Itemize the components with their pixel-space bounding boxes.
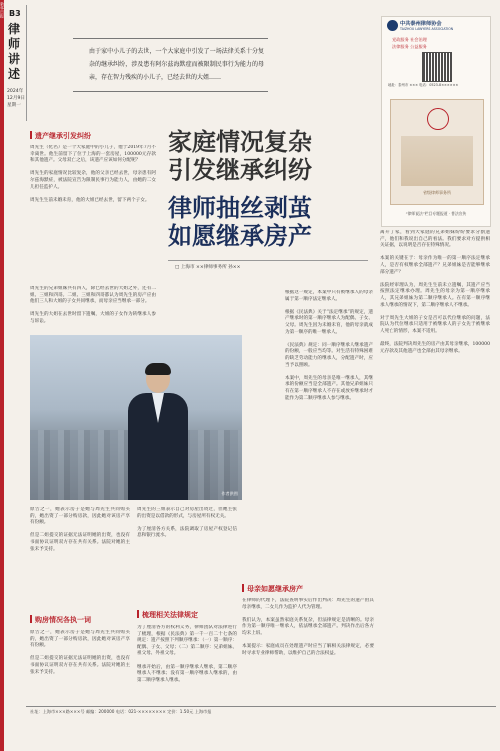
intro-text: 由于家中小儿子的去世，一个大家庭中引发了一场法律关系十分复杂的继承纠纷，涉及患有阿尔兹海默症而被限制民事行为能力的母亲，存在智力残疾的小儿子，已经去世的大姐…… [89, 48, 264, 81]
footer-divider [26, 706, 496, 707]
article-col-6: 在律师的代理下，法院查明事实后作出判决：周先生的遗产由其母亲继承，二女儿作为监护人代为管理。 我们认为，本案虽然家庭关系复杂，但法律规定是清晰的。母亲作为第一顺序唯一继承人，依法继承全部遗产。判决作出后各方均未上诉。 本案提示：家庭成员在处理遗产时应当了解相关法律规定，必要时寻求专业律师帮助，以维护自己的合法权益。 [242, 598, 374, 656]
ad-org-name: 中共泰州律师协会 [400, 21, 442, 27]
section-3-heading: 梳理相关法律规定 [142, 611, 198, 619]
article-col-5: 为了厘清各方的权利义务，律师团队对法律进行了梳理，根据《民法典》第一千一百二十七条的规定：遗产按照下列顺序继承：（一）第一顺序：配偶、子女、父母；（二）第二顺序：兄弟姐妹、祖父母、外祖父母。 继承开始后，由第一顺序继承人继承，第二顺序继承人不继承；没有第一顺序继承人继承的，由第二顺序继承人继承。 [137, 625, 237, 683]
headline-line-2: 引发继承纠纷 [168, 155, 312, 184]
ad-note: “律师说法”栏目专题报道 · 普法宣传 [405, 211, 467, 216]
lawyer-figure [128, 365, 188, 500]
section-1-marker [30, 131, 32, 139]
headline-line-1: 家庭情况复杂 [168, 127, 312, 156]
photo-caption: 作者供图 [221, 491, 238, 496]
section-title [8, 22, 22, 82]
section-3-marker [137, 610, 139, 618]
section-title-char-3: 讲 [8, 52, 21, 66]
intro-box [73, 38, 268, 92]
article-col-4b: 周先生的三姐表示自己对房屋出资过，但她主张的出资是以借款的形式，与房屋所有权无关。 为了厘清各方关系，法院调取了房屋产权登记信息和银行流水。 [137, 507, 237, 539]
article-col-3: 离开了家，看到大家庭的兄弟姐妹纷纷要求分割遗产，他们和我说出自己的看法。我们要求对方提供相关证据，以说明是否存在特殊情况。 本案的关键在于：母亲作为唯一的第一顺序法定继承人，是否有权继承全部遗产？兄弟姐妹是否能够继承部分遗产？ 法院经审理认为，周先生生前未立遗嘱，其遗产应当按照法定继承办理。周先生的母亲为第一顺序继承人，其兄弟姐妹为第二顺序继承人。在有第一顺序继承人继承的情况下，第二顺序继承人不继承。 对于周先生大姐的子女是否可以代位继承的问题，法院认为代位继承只适用于被继承人的子女先于被继承人死亡的情形，本案不适用。 最终，法院判决周先生的房产由其母亲继承，100000元存款及其他遗产也全部由其母亲继承。 [380, 230, 490, 354]
ad-bottom-label: 省级律师事务所 [423, 190, 451, 195]
article-col-4a: 原告之一，她表示房子是她与周先生共同购买的，她出资了一部分购房款，因此她对该房产享有份额。 但是二姐提交的证据无法证明她的出资，也没有书面协议证明双方存在共有关系。法院对她的主张未予支持。 [30, 507, 130, 552]
ad-slogan-1: 党政服务 社会治理 [392, 37, 427, 42]
article-col-1a: 周先生（化名）是一个大家庭中的小儿子，他于2019年7月不幸离世。他生前留下了位于上海的一套房屋，100000元存款和其他遗产。父母双亡之后，该遗产应该如何分配呢？ 周先生的家庭情况比较复杂，他的父亲已经去世，母亲患有阿尔兹海默症，被法院宣告为限制民事行为能力人，由她的二女儿担任监护人。 周先生生前未婚未育，他的大姐已经去世，留下两个子女。 [30, 145, 156, 203]
ad-address: 地址：泰州市 ××× 电话：0523-8×××××× [388, 83, 459, 87]
left-strip [0, 0, 4, 751]
ad-org-sub: TAIZHOU LAWYERS ASSOCIATION [400, 27, 454, 31]
masthead-vertical-label: 新华日报 [0, 2, 5, 18]
section-4-marker [242, 584, 244, 592]
headline-line-3: 律师抽丝剥茧 [168, 193, 312, 222]
headline-line-4: 如愿继承房产 [168, 221, 312, 250]
footer-text: 社址：上海市×××路×××号 邮编：200000 电话：021-×××××××× 定价：1.50元 上海市报 [30, 709, 212, 714]
headline [168, 128, 368, 250]
section-title-char-2: 师 [8, 37, 21, 51]
article-col-1b: 周先生的兄弟姐妹共有四人，除已经去世的大姐之外，还有二姐、三姐和四哥。二姐、三姐和四哥都认为周先生的房产应由他们三人和大姐的子女共同继承，而母亲应当继承一部分。 周先生的大姐在去世时留下遗嘱，大姐的子女作为转继承人参与诉讼。 [30, 286, 156, 324]
lawyer-hair [145, 363, 171, 375]
issue-month-day: 12月9日 [7, 96, 25, 101]
section-title-char-4: 述 [8, 67, 21, 81]
author-photo [30, 335, 242, 500]
section-4-heading: 母亲如愿继承房产 [247, 585, 303, 593]
article-col-4c: 原告之一，她表示房子是她与周先生共同购买的，她出资了一部分购房款，因此她对该房产享有份额。 但是二姐提交的证据无法证明她的出资，也没有书面协议证明双方存在共有关系。法院对她的主张未予支持。 [30, 630, 130, 675]
headline-divider [168, 260, 368, 261]
byline: □ 上海市 ××律师事务所 孙×× [175, 265, 241, 270]
masthead-divider [26, 5, 27, 121]
article-col-2: 根据这一规定，本案中只有被继承人的母亲属于第一顺序法定继承人。 根据《民法典》关于“法定继承”的规定，遗产继承时的第一顺序继承人为配偶、子女、父母。周先生因为未婚未育，他的母亲就成为第一顺序的唯一继承人。 《民法典》规定：同一顺序继承人继承遗产的份额，一般应当均等。对生活有特殊困难的缺乏劳动能力的继承人，分配遗产时，应当予以照顾。 本案中，周先生的母亲是唯一继承人，其继承的份额应当是全部遗产。其他兄弟姐妹只有在第一顺序继承人不存在或放弃继承时才能作为第二顺序继承人参与继承。 [285, 290, 373, 401]
section-1-heading: 遗产继承引发纠纷 [35, 132, 91, 140]
section-title-char-1: 律 [8, 22, 21, 36]
page-number: B3 [9, 9, 21, 18]
section-2-marker [30, 615, 32, 623]
ad-logo-icon [387, 20, 398, 31]
ad-block [381, 16, 491, 227]
ad-slogan-2: 法律服务 公益服务 [392, 44, 427, 49]
issue-weekday: 星期一 [7, 103, 21, 108]
issue-year: 2024年 [7, 89, 24, 94]
qr-code-icon [422, 52, 452, 82]
seal-icon [427, 108, 449, 130]
issue-date [7, 88, 25, 109]
ad-card [390, 99, 484, 205]
section-2-heading: 购房情况各执一词 [35, 616, 91, 624]
ad-card-emblem-icon [401, 136, 473, 186]
